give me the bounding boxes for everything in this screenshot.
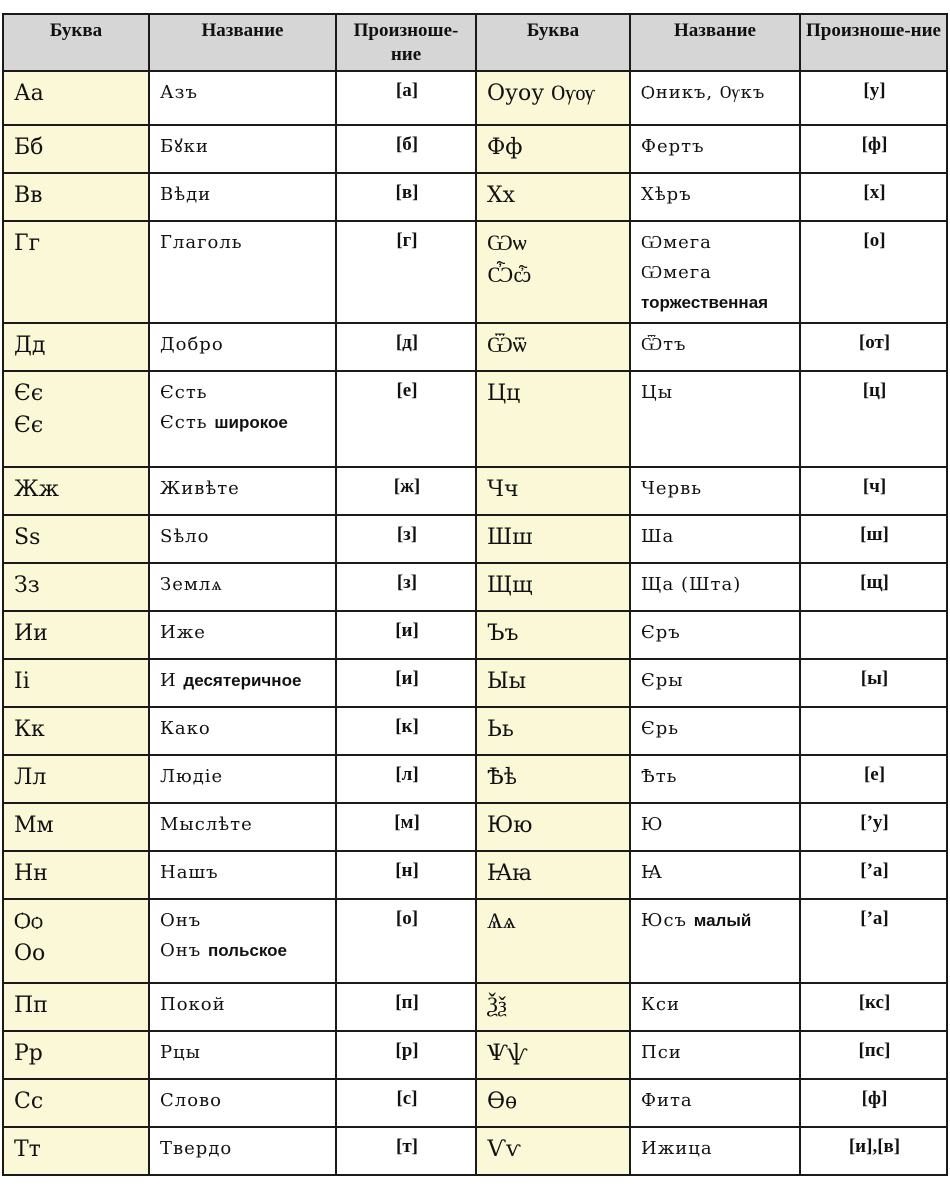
letter-line: Лл (14, 765, 47, 790)
letter-cell (3, 467, 149, 515)
name-line: Ю (641, 814, 664, 835)
letter-line: Ѧѧ (487, 909, 516, 934)
name-cell (630, 899, 800, 983)
letter-cell (476, 515, 630, 563)
name-line: Єсть (160, 382, 208, 403)
pronunciation-cell: [пс] (800, 1031, 947, 1079)
name-line: Людіе (160, 766, 224, 787)
name-cell (630, 851, 800, 899)
letter-line: Єє (14, 413, 44, 438)
pronunciation-cell: [от] (800, 323, 947, 371)
letter-cell (3, 1127, 149, 1175)
letter-cell (476, 1127, 630, 1175)
name-line: Иже (160, 622, 206, 643)
letter-line: Гг (14, 231, 41, 256)
pronunciation-cell: [н] (336, 851, 476, 899)
name-line: Ѣть (641, 766, 678, 787)
name-line: Добро (160, 334, 224, 355)
letter-line: Ꙗꙗ (487, 861, 532, 886)
letter-cell (476, 1079, 630, 1127)
name-line: Єръ (641, 622, 681, 643)
letter-cell (3, 611, 149, 659)
letter-line: Ѻѻ (14, 909, 44, 934)
name-line: Онъ (160, 910, 202, 931)
name-cell (630, 1127, 800, 1175)
pronunciation-cell: [с] (336, 1079, 476, 1127)
letter-line: Пп (14, 993, 48, 1018)
table-row (3, 1031, 947, 1079)
pronunciation-cell: [и] (336, 611, 476, 659)
name-line: Ѡмега (641, 262, 712, 283)
pronunciation-cell: [о] (336, 899, 476, 983)
pronunciation-cell: [’у] (800, 803, 947, 851)
modern-word: малый (693, 911, 752, 930)
name-line: Землѧ (160, 574, 223, 595)
letter-cell (3, 221, 149, 323)
name-cell (149, 173, 336, 221)
name-line: И десятеричное (160, 670, 302, 691)
letter-cell (476, 221, 630, 323)
name-cell (630, 71, 800, 125)
name-line: Азъ (160, 82, 198, 103)
letter-cell (476, 803, 630, 851)
letter-line: Чч (487, 477, 519, 502)
name-cell (630, 803, 800, 851)
name-cell (149, 323, 336, 371)
name-cell (630, 1079, 800, 1127)
name-cell (630, 755, 800, 803)
letter-cell (476, 71, 630, 125)
name-line: Слово (160, 1090, 223, 1111)
name-cell (149, 515, 336, 563)
letter-cell (476, 323, 630, 371)
name-cell (630, 173, 800, 221)
letter-cell (3, 851, 149, 899)
name-line: Ижица (641, 1138, 713, 1159)
letter-line: Ьь (487, 717, 514, 742)
pronunciation-cell: [в] (336, 173, 476, 221)
pronunciation-cell: [ф] (800, 1079, 947, 1127)
modern-word: десятеричное (183, 671, 302, 690)
name-cell (149, 983, 336, 1031)
name-line: Рцы (160, 1042, 202, 1063)
letter-cell (3, 755, 149, 803)
header-row (3, 14, 947, 71)
letter-cell (3, 71, 149, 125)
header-pronunciation: Произноше-ние (800, 14, 947, 71)
table-row (3, 611, 947, 659)
name-cell (149, 1127, 336, 1175)
name-line: Єрь (641, 718, 680, 739)
name-cell (149, 1031, 336, 1079)
letter-cell (3, 563, 149, 611)
name-line: Ща (Шта) (641, 574, 742, 595)
name-line: Нашъ (160, 862, 219, 883)
letter-line: Ѵѵ (487, 1137, 521, 1162)
church-slavonic-alphabet-table (2, 13, 948, 1176)
letter-cell (3, 983, 149, 1031)
name-cell (630, 707, 800, 755)
letter-cell (476, 983, 630, 1031)
letter-cell (3, 323, 149, 371)
header-letter: Буква (476, 14, 630, 71)
name-cell (149, 125, 336, 173)
letter-line: Жж (14, 477, 59, 502)
pronunciation-cell: [и],[в] (800, 1127, 947, 1175)
letter-cell (3, 899, 149, 983)
table-row (3, 899, 947, 983)
letter-cell (476, 755, 630, 803)
header-name: Название (149, 14, 336, 71)
letter-cell (3, 173, 149, 221)
letter-cell (476, 1031, 630, 1079)
letter-line: Сс (14, 1089, 44, 1114)
name-cell (149, 611, 336, 659)
name-line: Глаголь (160, 232, 243, 253)
pronunciation-cell: [з] (336, 563, 476, 611)
table-row (3, 659, 947, 707)
pronunciation-cell: [т] (336, 1127, 476, 1175)
name-cell (149, 563, 336, 611)
name-line: Ѻникъ, Ѹкъ (641, 82, 766, 103)
letter-line: Ии (14, 621, 48, 646)
name-line: Юсъ малый (641, 910, 752, 931)
letter-line: Ыы (487, 669, 527, 694)
letter-line: Оуоу Ѹѹ (487, 81, 595, 106)
letter-line: Ѽѽ (487, 263, 532, 288)
table-row (3, 755, 947, 803)
pronunciation-cell: [к] (336, 707, 476, 755)
table-row (3, 707, 947, 755)
letter-cell (476, 125, 630, 173)
pronunciation-cell: [м] (336, 803, 476, 851)
name-line: Хѣръ (641, 184, 692, 205)
name-cell (630, 221, 800, 323)
name-line: Єсть широкое (160, 412, 288, 433)
pronunciation-cell: [е] (800, 755, 947, 803)
table-row (3, 467, 947, 515)
table-row (3, 851, 947, 899)
pronunciation-cell: [д] (336, 323, 476, 371)
letter-line: Юю (487, 813, 533, 838)
name-line: Червь (641, 478, 703, 499)
name-cell (149, 851, 336, 899)
modern-word: широкое (214, 413, 288, 432)
name-cell (149, 899, 336, 983)
name-cell (149, 755, 336, 803)
name-line: Покой (160, 994, 226, 1015)
table-row (3, 803, 947, 851)
letter-cell (476, 467, 630, 515)
name-line: Фита (641, 1090, 693, 1111)
name-line: торжественная (641, 293, 769, 312)
pronunciation-cell: [г] (336, 221, 476, 323)
letter-cell (476, 173, 630, 221)
name-line: Вѣди (160, 184, 212, 205)
pronunciation-cell: [з] (336, 515, 476, 563)
name-line: Кси (641, 994, 681, 1015)
letter-cell (476, 371, 630, 467)
pronunciation-cell: [’а] (800, 851, 947, 899)
letter-line: Аа (14, 81, 44, 106)
name-cell (149, 803, 336, 851)
table-row (3, 515, 947, 563)
table-row (3, 1079, 947, 1127)
pronunciation-cell: [ф] (800, 125, 947, 173)
name-cell (630, 371, 800, 467)
name-line: Ѕѣло (160, 526, 210, 547)
letter-line: Хх (487, 183, 516, 208)
name-line: Ѿтъ (641, 334, 687, 355)
header-name: Название (630, 14, 800, 71)
name-cell (630, 515, 800, 563)
letter-line: Вв (14, 183, 43, 208)
pronunciation-cell (800, 707, 947, 755)
name-cell (149, 659, 336, 707)
pronunciation-cell: [л] (336, 755, 476, 803)
letter-line: Шш (487, 525, 533, 550)
table-row (3, 173, 947, 221)
pronunciation-cell (800, 611, 947, 659)
letter-line: Кк (14, 717, 45, 742)
name-cell (630, 1031, 800, 1079)
pronunciation-cell: [’а] (800, 899, 947, 983)
letter-line: Ѡѡ (487, 231, 527, 256)
letter-cell (476, 899, 630, 983)
pronunciation-cell: [у] (800, 71, 947, 125)
letter-cell (476, 659, 630, 707)
header-pronunciation: Произноше-ние (336, 14, 476, 71)
name-cell (630, 563, 800, 611)
pronunciation-cell: [щ] (800, 563, 947, 611)
name-line: Пси (641, 1042, 682, 1063)
letter-line: Дд (14, 333, 46, 358)
letter-cell (3, 125, 149, 173)
name-cell (630, 611, 800, 659)
name-line: Єры (641, 670, 684, 691)
pronunciation-cell: [х] (800, 173, 947, 221)
letter-line: Оо (14, 941, 46, 966)
pronunciation-cell: [ч] (800, 467, 947, 515)
pronunciation-cell: [б] (336, 125, 476, 173)
name-cell (149, 371, 336, 467)
table-row (3, 71, 947, 125)
letter-cell (3, 515, 149, 563)
letter-line: Фф (487, 135, 523, 160)
name-line: Како (160, 718, 211, 739)
pronunciation-cell: [п] (336, 983, 476, 1031)
name-line: Ѡмега (641, 232, 712, 253)
modern-word: польское (207, 941, 287, 960)
table-row (3, 983, 947, 1031)
pronunciation-cell: [е] (336, 371, 476, 467)
letter-cell (476, 851, 630, 899)
letter-line: Ѯѯ (487, 993, 507, 1018)
name-cell (149, 1079, 336, 1127)
table-row (3, 563, 947, 611)
letter-line: Ѿѿ (487, 333, 527, 358)
letter-line: Тт (14, 1137, 41, 1162)
letter-cell (3, 1031, 149, 1079)
name-cell (630, 983, 800, 1031)
pronunciation-cell: [р] (336, 1031, 476, 1079)
letter-line: Цц (487, 381, 521, 406)
header-letter: Буква (3, 14, 149, 71)
letter-cell (3, 1079, 149, 1127)
pronunciation-cell: [ц] (800, 371, 947, 467)
name-line: Ꙗ (641, 862, 663, 883)
letter-cell (3, 659, 149, 707)
letter-line: Ъъ (487, 621, 519, 646)
name-cell (630, 323, 800, 371)
name-cell (149, 221, 336, 323)
letter-line: Ѳѳ (487, 1089, 518, 1114)
name-line: Фертъ (641, 136, 705, 157)
name-cell (630, 467, 800, 515)
pronunciation-cell: [а] (336, 71, 476, 125)
name-line: Живѣте (160, 478, 240, 499)
pronunciation-cell: [ш] (800, 515, 947, 563)
name-line: Онъ польское (160, 940, 287, 961)
name-line: Ша (641, 526, 675, 547)
name-line: Твердо (160, 1138, 233, 1159)
letter-cell (476, 563, 630, 611)
letter-cell (3, 803, 149, 851)
table-body (3, 71, 947, 1175)
letter-line: Ѣѣ (487, 765, 518, 790)
name-line: Бꙋки (160, 136, 209, 157)
letter-line: Ѱѱ (487, 1041, 528, 1066)
letter-line: Бб (14, 135, 44, 160)
letter-line: Зз (14, 573, 40, 598)
pronunciation-cell: [ж] (336, 467, 476, 515)
name-line: Мыслѣте (160, 814, 253, 835)
name-cell (630, 659, 800, 707)
name-cell (149, 71, 336, 125)
pronunciation-cell: [о] (800, 221, 947, 323)
name-cell (630, 125, 800, 173)
letter-line: Єє (14, 381, 44, 406)
letter-line: Нн (14, 861, 48, 886)
name-cell (149, 467, 336, 515)
letter-cell (476, 707, 630, 755)
letter-cell (3, 707, 149, 755)
table-row (3, 221, 947, 323)
name-cell (149, 707, 336, 755)
letter-line: Іі (14, 669, 30, 694)
pronunciation-cell: [и] (336, 659, 476, 707)
letter-cell (3, 371, 149, 467)
letter-line: Мм (14, 813, 54, 838)
pronunciation-cell: [ы] (800, 659, 947, 707)
letter-line: Ѕѕ (14, 525, 41, 550)
letter-line: Щщ (487, 573, 533, 598)
pronunciation-cell: [кс] (800, 983, 947, 1031)
name-line: Цы (641, 382, 674, 403)
table-row (3, 1127, 947, 1175)
letter-line: Рр (14, 1041, 43, 1066)
table-row (3, 323, 947, 371)
table-row (3, 371, 947, 467)
table-row (3, 125, 947, 173)
letter-cell (476, 611, 630, 659)
